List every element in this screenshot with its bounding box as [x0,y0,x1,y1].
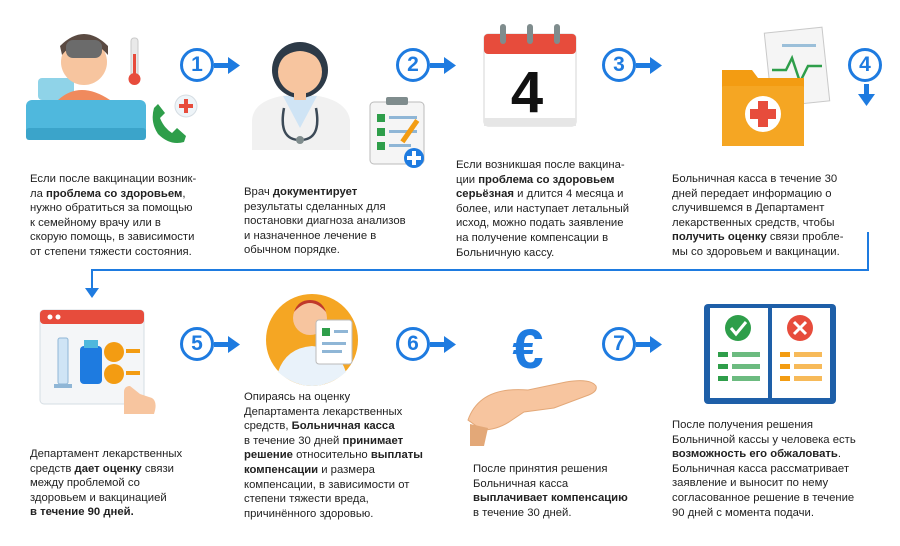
euro-hand-icon [468,381,596,446]
medicine-evaluation-icon [40,310,156,414]
euro-sign: € [512,317,544,380]
arrow-right-icon [636,336,662,353]
step-number-5: 5 [180,327,214,361]
medical-folder-icon [722,27,830,146]
step-text-2: Врач документирует результаты сделанных для постановки диагноза анализов и назначенное лечение в обычном порядке. [244,186,406,257]
arrow-down-icon [858,84,875,106]
step-number-2: 2 [396,48,430,82]
step-number-1: 1 [180,48,214,82]
step-text-3: Если возникшая после вакцина- ции проблема со здоровьем серьёзная и длится 4 месяца и более, или наступает летальный исход, можно подать заявление на получение компенсации в Больничную кассу. [456,159,630,259]
step-text-1: Если после вакцинации возник- ла проблема со здоровьем, нужно обратиться за помощью к семейному врачу или в скорую помощь, в зависимости от степени тяжести состояния. [30,173,197,258]
specialist-icon [266,294,358,386]
arrow-right-icon [636,57,662,74]
step-number-7: 7 [602,327,636,361]
step-text-7: После принятия решения Больничная касса выплачивает компенсацию в течение 30 дней. [473,463,628,519]
step-number-3: 3 [602,48,636,82]
step-number-6: 6 [396,327,430,361]
arrow-right-icon [430,57,456,74]
patient-in-bed-icon [26,34,197,143]
arrow-right-icon [430,336,456,353]
step-text-4: Больничная касса в течение 30 дней передает информацию о случившемся в Департамент лекарственных средств, чтобы получить оценку связи пробле- мы со здоровьем и вакцинации. [672,173,844,258]
connector-arrowhead [85,288,99,298]
calendar-day: 4 [510,60,544,125]
arrow-right-icon [214,336,240,353]
arrow-right-icon [214,57,240,74]
decision-book-icon [704,304,836,404]
step-text-6: Опираясь на оценку Департамента лекарственных средств, Больничная касса в течение 30 дней принимает решение относительно выплаты компенсации и размера компенсации, в зависимости от степени тяжести вреда, причинённого здоровью. [244,391,423,520]
step-text-8: После получения решения Больничной кассы у человека есть возможность его обжаловать. Больничная касса рассматривает заявление и выносит по нему согласованное решение в течение 90 дней с момента подачи. [672,419,856,519]
step-number-4: 4 [848,48,882,82]
step-text-5: Департамент лекарственных средств дает оценку связи между проблемой со здоровьем и вакцинацией в течение 90 дней. [30,448,183,519]
